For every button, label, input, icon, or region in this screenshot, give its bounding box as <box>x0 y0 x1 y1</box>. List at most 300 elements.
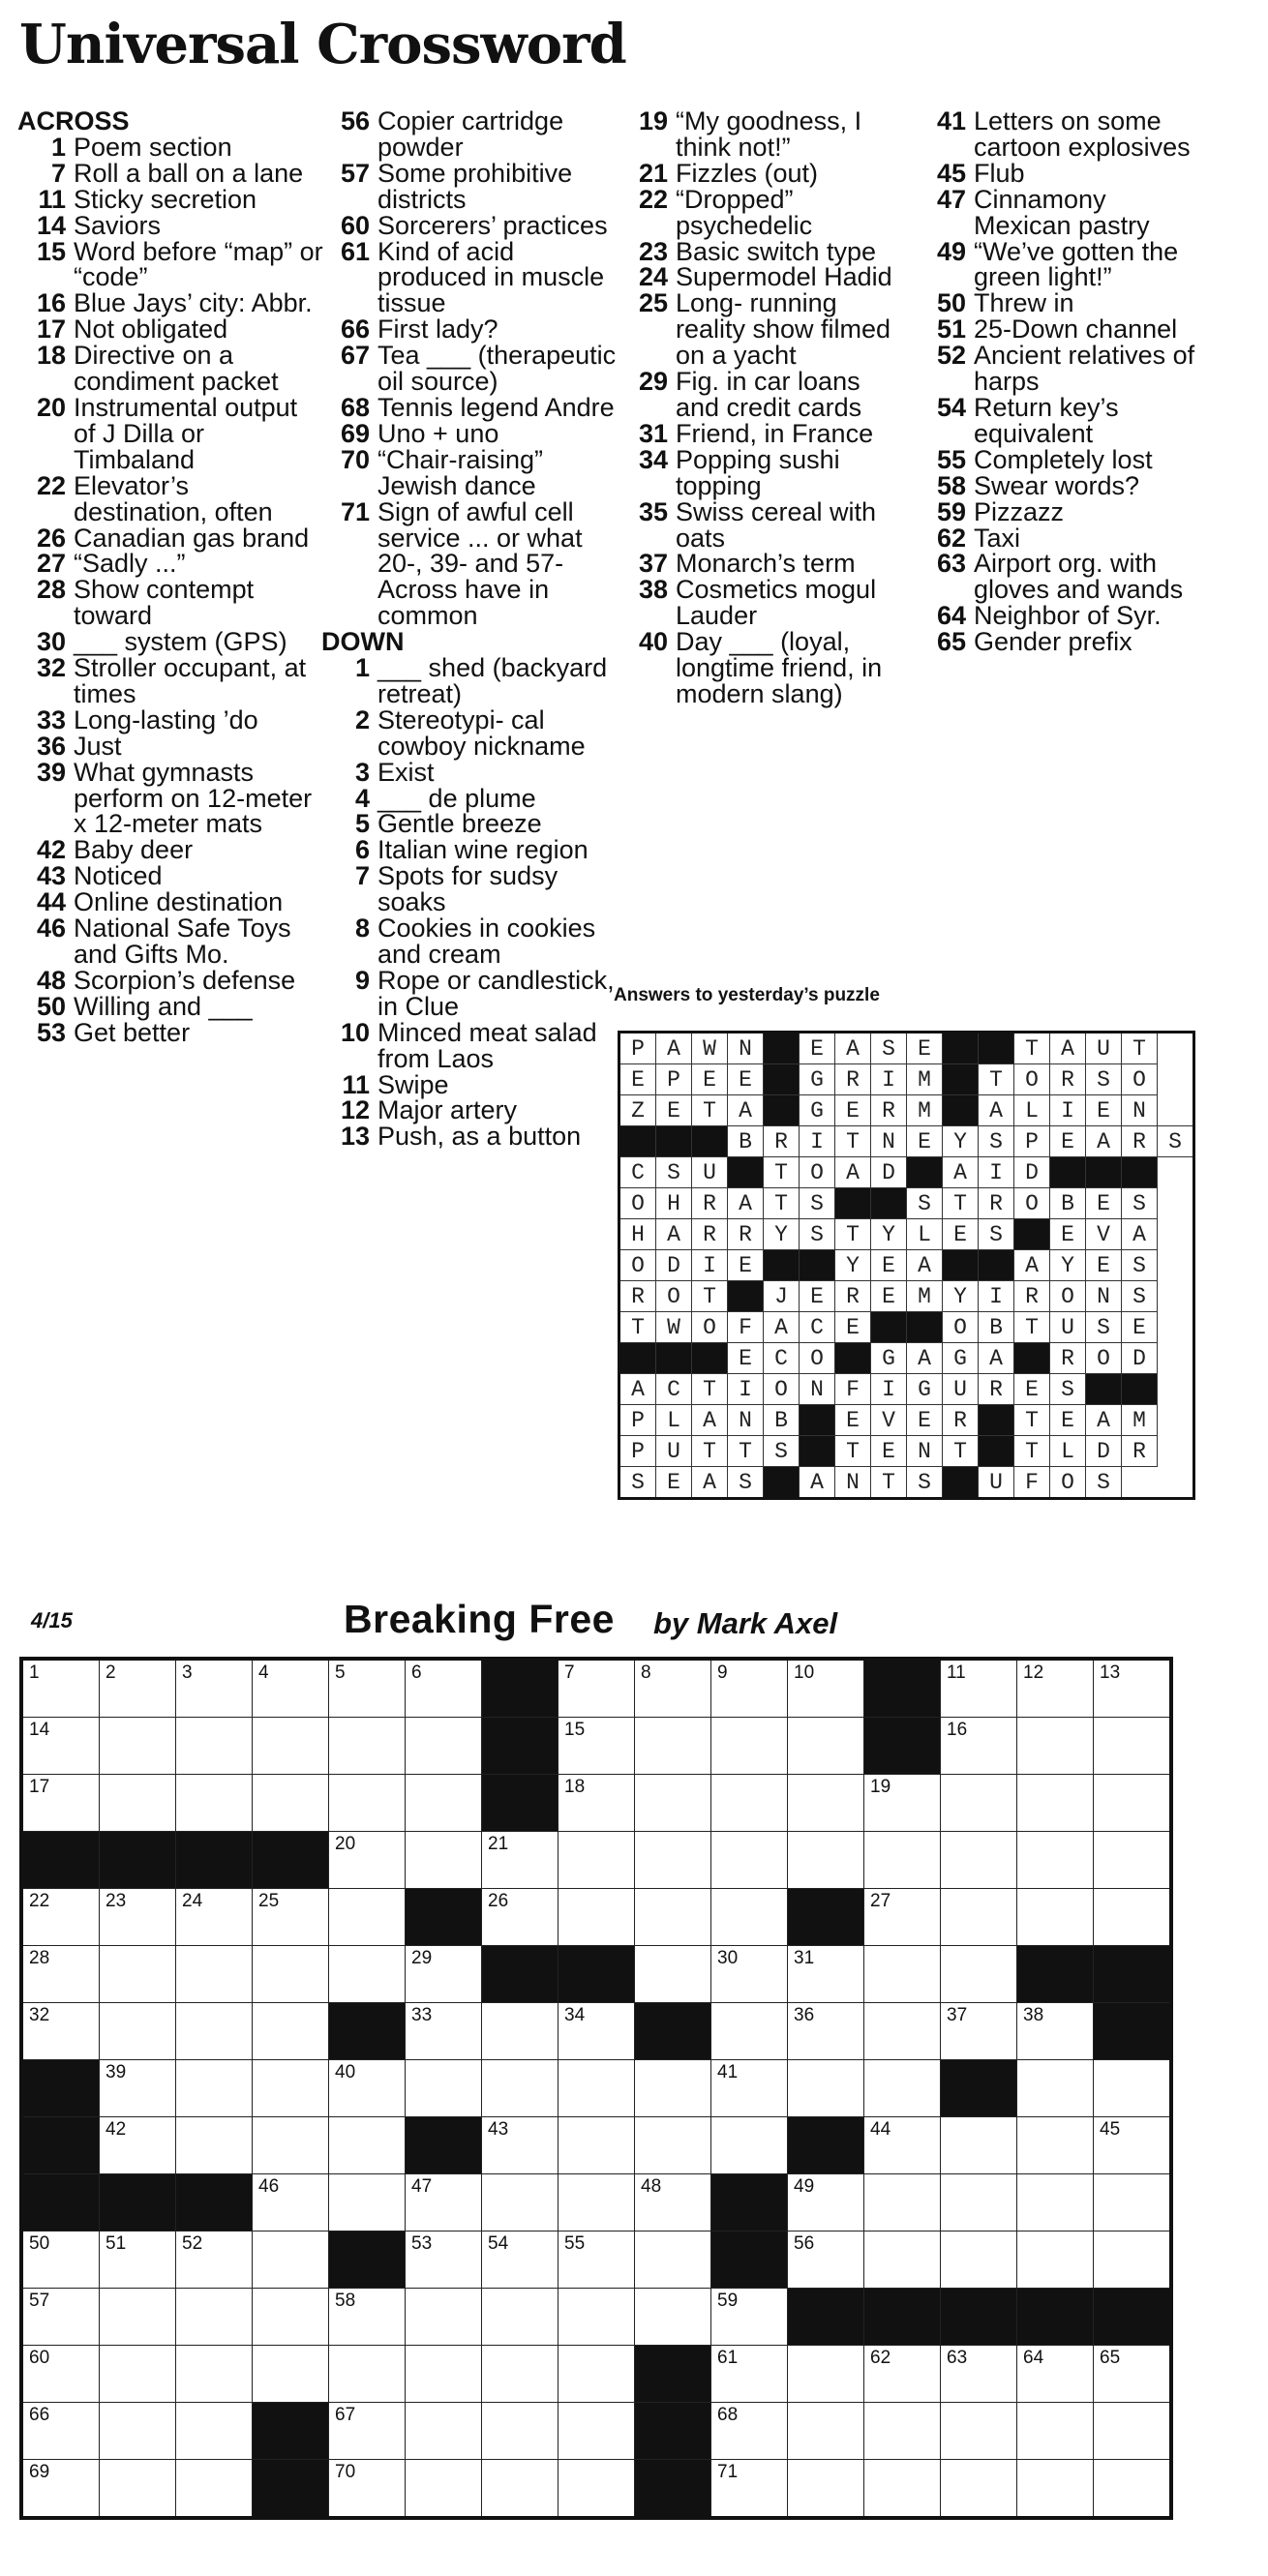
clue-number: 16 <box>36 288 66 318</box>
grid-cell[interactable] <box>941 1832 1017 1889</box>
answer-cell: T <box>1014 1405 1050 1436</box>
grid-cell[interactable] <box>482 2289 559 2346</box>
grid-cell[interactable] <box>1017 2117 1094 2174</box>
answer-cell: W <box>656 1312 692 1343</box>
answer-block <box>943 1095 979 1126</box>
answer-cell: R <box>835 1064 871 1095</box>
answer-block <box>1014 1343 1050 1374</box>
grid-cell[interactable] <box>711 1946 788 2003</box>
grid-cell[interactable] <box>253 1718 329 1775</box>
grid-cell[interactable] <box>1094 2060 1172 2117</box>
cell-number: 67 <box>335 2405 356 2425</box>
grid-cell[interactable] <box>559 2117 635 2174</box>
grid-cell[interactable] <box>329 1889 406 1946</box>
grid-cell[interactable] <box>100 1718 176 1775</box>
clue-number: 21 <box>638 158 668 188</box>
grid-cell[interactable] <box>406 2003 482 2060</box>
answer-cell: I <box>871 1374 907 1405</box>
answer-cell: S <box>1122 1281 1158 1312</box>
answer-cell: I <box>871 1064 907 1095</box>
answer-cell: T <box>692 1374 728 1405</box>
grid-cell[interactable] <box>100 2346 176 2403</box>
clue-item <box>619 290 910 369</box>
grid-cell[interactable] <box>100 1889 176 1946</box>
grid-cell[interactable] <box>559 1889 635 1946</box>
grid-cell[interactable] <box>100 2232 176 2289</box>
grid-cell[interactable] <box>176 1718 253 1775</box>
grid-cell[interactable] <box>941 1718 1017 1775</box>
grid-cell[interactable] <box>864 2403 941 2460</box>
clue-text: ___ shed (backyard retreat) <box>377 653 608 708</box>
grid-cell[interactable] <box>1094 2232 1172 2289</box>
grid-cell[interactable] <box>559 2060 635 2117</box>
clue-item <box>321 655 629 707</box>
grid-cell[interactable] <box>559 2232 635 2289</box>
grid-cell[interactable] <box>21 1718 100 1775</box>
grid-cell[interactable] <box>711 1775 788 1832</box>
cell-number: 14 <box>29 1720 50 1740</box>
grid-cell[interactable] <box>1017 2403 1094 2460</box>
grid-cell[interactable] <box>941 1889 1017 1946</box>
grid-cell[interactable] <box>788 2003 864 2060</box>
grid-cell[interactable] <box>21 1775 100 1832</box>
grid-cell[interactable] <box>559 1832 635 1889</box>
clue-number: 52 <box>936 341 966 371</box>
grid-cell[interactable] <box>864 1889 941 1946</box>
answer-cell: D <box>1014 1157 1050 1188</box>
answer-cell: V <box>1086 1219 1122 1250</box>
answer-cell: O <box>619 1188 656 1219</box>
crossword-grid[interactable] <box>19 1657 1173 2520</box>
grid-cell[interactable] <box>482 2403 559 2460</box>
cell-number: 23 <box>106 1891 127 1911</box>
grid-cell[interactable] <box>176 2346 253 2403</box>
grid-cell[interactable] <box>329 2346 406 2403</box>
clue-number: 33 <box>36 704 66 734</box>
clue-item <box>321 418 629 448</box>
clue-text: Get better <box>74 1017 191 1047</box>
cell-number: 50 <box>29 2233 50 2254</box>
answer-block <box>943 1033 979 1064</box>
grid-cell[interactable] <box>100 1946 176 2003</box>
grid-cell[interactable] <box>253 2289 329 2346</box>
grid-cell[interactable] <box>788 2060 864 2117</box>
grid-cell[interactable] <box>329 1718 406 1775</box>
clue-item <box>17 837 325 863</box>
grid-cell[interactable] <box>1017 2060 1094 2117</box>
grid-cell[interactable] <box>635 1718 711 1775</box>
clue-number: 67 <box>340 341 370 371</box>
grid-cell[interactable] <box>1017 2232 1094 2289</box>
cell-number: 58 <box>335 2291 356 2311</box>
grid-cell[interactable] <box>1094 2346 1172 2403</box>
grid-cell[interactable] <box>253 2346 329 2403</box>
clue-text: Saviors <box>74 210 162 240</box>
grid-cell[interactable] <box>864 2174 941 2232</box>
answer-cell: E <box>871 1436 907 1467</box>
grid-cell[interactable] <box>406 1832 482 1889</box>
answer-cell: N <box>728 1405 764 1436</box>
clue-text: Ancient relatives of harps <box>974 341 1195 397</box>
grid-cell[interactable] <box>482 2060 559 2117</box>
grid-cell[interactable] <box>1017 1775 1094 1832</box>
clue-item <box>17 889 325 915</box>
grid-cell[interactable] <box>253 2003 329 2060</box>
grid-cell[interactable] <box>864 1946 941 2003</box>
grid-cell[interactable] <box>482 1832 559 1889</box>
grid-cell[interactable] <box>176 2232 253 2289</box>
grid-cell[interactable] <box>176 2060 253 2117</box>
grid-cell[interactable] <box>253 2060 329 2117</box>
grid-cell[interactable] <box>788 2460 864 2519</box>
clue-text: Taxi <box>974 523 1021 553</box>
answer-cell: G <box>907 1374 943 1405</box>
grid-cell[interactable] <box>406 2346 482 2403</box>
clue-item <box>918 316 1208 343</box>
grid-cell[interactable] <box>482 2117 559 2174</box>
grid-cell[interactable] <box>788 1946 864 2003</box>
cell-number: 38 <box>1023 2005 1044 2025</box>
grid-cell[interactable] <box>406 2289 482 2346</box>
grid-cell[interactable] <box>176 1775 253 1832</box>
cell-number: 66 <box>29 2405 50 2425</box>
grid-cell[interactable] <box>329 2117 406 2174</box>
answer-block <box>764 1467 800 1499</box>
grid-cell[interactable] <box>635 1775 711 1832</box>
grid-cell[interactable] <box>253 1889 329 1946</box>
answer-cell: T <box>1014 1312 1050 1343</box>
grid-cell[interactable] <box>1017 2346 1094 2403</box>
clue-item <box>918 392 1208 448</box>
grid-cell[interactable] <box>1017 2174 1094 2232</box>
answer-cell: S <box>1122 1188 1158 1219</box>
grid-cell[interactable] <box>864 2003 941 2060</box>
clue-item <box>17 757 325 839</box>
grid-cell[interactable] <box>559 2403 635 2460</box>
grid-cell[interactable] <box>1094 2403 1172 2460</box>
clue-number: 1 <box>354 653 370 683</box>
answer-cell: F <box>728 1312 764 1343</box>
answer-cell: A <box>1086 1126 1122 1157</box>
grid-cell[interactable] <box>176 2403 253 2460</box>
grid-cell[interactable] <box>635 1659 711 1718</box>
answer-cell: O <box>1122 1064 1158 1095</box>
grid-cell[interactable] <box>788 1832 864 1889</box>
grid-cell[interactable] <box>406 1718 482 1775</box>
clue-item <box>17 965 325 995</box>
grid-cell[interactable] <box>21 1659 100 1718</box>
answer-cell: A <box>656 1219 692 1250</box>
grid-cell[interactable] <box>864 2460 941 2519</box>
grid-cell[interactable] <box>864 2232 941 2289</box>
grid-cell[interactable] <box>406 2232 482 2289</box>
grid-cell[interactable] <box>100 2289 176 2346</box>
clue-text: Sign of awful cell service ... or what 20-, 39- and 57-Across have in common <box>377 496 583 631</box>
clue-item <box>17 210 325 240</box>
grid-cell[interactable] <box>635 2232 711 2289</box>
grid-cell[interactable] <box>100 1659 176 1718</box>
grid-cell[interactable] <box>329 2060 406 2117</box>
grid-cell[interactable] <box>329 1946 406 2003</box>
answer-cell: E <box>871 1281 907 1312</box>
grid-cell[interactable] <box>482 2174 559 2232</box>
grid-cell[interactable] <box>864 2346 941 2403</box>
grid-cell[interactable] <box>21 1946 100 2003</box>
grid-cell[interactable] <box>1017 1889 1094 1946</box>
grid-cell[interactable] <box>941 2003 1017 2060</box>
answer-cell: E <box>728 1064 764 1095</box>
grid-cell[interactable] <box>559 2174 635 2232</box>
grid-cell[interactable] <box>941 2232 1017 2289</box>
puzzle-author: by Mark Axel <box>653 1606 838 1640</box>
clue-text: Spots for sudsy soaks <box>377 861 559 917</box>
grid-cell[interactable] <box>635 2060 711 2117</box>
grid-cell[interactable] <box>329 2174 406 2232</box>
grid-cell[interactable] <box>635 2289 711 2346</box>
grid-cell[interactable] <box>559 1718 635 1775</box>
grid-cell[interactable] <box>406 2174 482 2232</box>
clue-text: Airport org. with gloves and wands <box>974 549 1184 605</box>
grid-cell[interactable] <box>406 1659 482 1718</box>
grid-cell[interactable] <box>941 2117 1017 2174</box>
clue-text: Major artery <box>377 1095 518 1125</box>
grid-cell[interactable] <box>711 2117 788 2174</box>
answer-cell: Y <box>764 1219 800 1250</box>
grid-cell[interactable] <box>711 2460 788 2519</box>
grid-cell[interactable] <box>329 1775 406 1832</box>
grid-cell[interactable] <box>1017 2003 1094 2060</box>
grid-cell[interactable] <box>1094 1889 1172 1946</box>
clue-item <box>17 158 325 188</box>
answer-cell: F <box>1014 1467 1050 1499</box>
grid-cell[interactable] <box>1017 2460 1094 2519</box>
grid-cell[interactable] <box>788 1718 864 1775</box>
clue-item <box>321 1123 629 1150</box>
grid-cell[interactable] <box>1094 1718 1172 1775</box>
grid-cell[interactable] <box>635 1946 711 2003</box>
grid-cell[interactable] <box>21 2003 100 2060</box>
grid-block <box>21 1832 100 1889</box>
clue-text: Just <box>74 731 122 761</box>
grid-cell[interactable] <box>21 1889 100 1946</box>
grid-cell[interactable] <box>253 1775 329 1832</box>
answer-block <box>764 1064 800 1095</box>
grid-cell[interactable] <box>788 2232 864 2289</box>
grid-cell[interactable] <box>864 1775 941 1832</box>
cell-number: 62 <box>870 2348 891 2368</box>
grid-cell[interactable] <box>864 2060 941 2117</box>
grid-cell[interactable] <box>100 2060 176 2117</box>
answer-cell: I <box>1050 1095 1086 1126</box>
answer-cell: W <box>692 1033 728 1064</box>
grid-cell[interactable] <box>711 1718 788 1775</box>
grid-cell[interactable] <box>711 1832 788 1889</box>
grid-cell[interactable] <box>482 1889 559 1946</box>
answer-cell: P <box>619 1405 656 1436</box>
grid-cell[interactable] <box>253 1659 329 1718</box>
answer-cell: A <box>728 1188 764 1219</box>
grid-cell[interactable] <box>329 1832 406 1889</box>
clue-item <box>321 496 629 631</box>
grid-cell[interactable] <box>864 1832 941 1889</box>
grid-cell[interactable] <box>1017 1659 1094 1718</box>
grid-cell[interactable] <box>1094 2460 1172 2519</box>
grid-cell[interactable] <box>1094 2174 1172 2232</box>
grid-cell[interactable] <box>788 1659 864 1718</box>
grid-cell[interactable] <box>1017 1718 1094 1775</box>
grid-cell[interactable] <box>329 2460 406 2519</box>
grid-cell[interactable] <box>788 2346 864 2403</box>
grid-cell[interactable] <box>253 2232 329 2289</box>
grid-cell[interactable] <box>559 1775 635 1832</box>
grid-cell[interactable] <box>21 2403 100 2460</box>
answer-cell: R <box>871 1095 907 1126</box>
grid-cell[interactable] <box>21 2232 100 2289</box>
grid-cell[interactable] <box>711 1889 788 1946</box>
grid-cell[interactable] <box>941 1946 1017 2003</box>
grid-cell[interactable] <box>482 2460 559 2519</box>
grid-cell[interactable] <box>21 2460 100 2519</box>
answer-cell: E <box>1086 1250 1122 1281</box>
cell-number: 1 <box>29 1662 40 1683</box>
grid-cell[interactable] <box>176 2460 253 2519</box>
grid-cell[interactable] <box>559 2346 635 2403</box>
grid-block <box>176 2174 253 2232</box>
grid-cell[interactable] <box>1094 1775 1172 1832</box>
grid-cell[interactable] <box>941 2403 1017 2460</box>
grid-cell[interactable] <box>406 1946 482 2003</box>
grid-cell[interactable] <box>941 2174 1017 2232</box>
answer-cell: T <box>1014 1033 1050 1064</box>
grid-cell[interactable] <box>21 2289 100 2346</box>
clue-column-4 <box>918 108 1208 655</box>
grid-cell[interactable] <box>1094 1832 1172 1889</box>
answer-cell: O <box>656 1281 692 1312</box>
grid-cell[interactable] <box>176 2289 253 2346</box>
grid-cell[interactable] <box>788 1775 864 1832</box>
grid-cell[interactable] <box>253 2117 329 2174</box>
grid-cell[interactable] <box>559 2003 635 2060</box>
answer-cell: N <box>1122 1095 1158 1126</box>
grid-block <box>482 1946 559 2003</box>
grid-cell[interactable] <box>711 2003 788 2060</box>
answer-block <box>1014 1219 1050 1250</box>
answer-block <box>800 1405 835 1436</box>
answer-cell: A <box>728 1095 764 1126</box>
grid-cell[interactable] <box>100 2403 176 2460</box>
cell-number: 56 <box>794 2233 815 2254</box>
clue-text: Day ___ (loyal, longtime friend, in modern slang) <box>676 627 883 708</box>
grid-cell[interactable] <box>329 1659 406 1718</box>
grid-cell[interactable] <box>635 1889 711 1946</box>
grid-cell[interactable] <box>1094 1659 1172 1718</box>
cell-number: 33 <box>411 2005 433 2025</box>
answer-cell: A <box>692 1405 728 1436</box>
grid-cell[interactable] <box>1017 1832 1094 1889</box>
grid-cell[interactable] <box>559 2460 635 2519</box>
grid-cell[interactable] <box>21 2346 100 2403</box>
clue-text: Word before “map” or “code” <box>74 236 323 292</box>
clue-item <box>321 236 629 318</box>
grid-cell[interactable] <box>329 2403 406 2460</box>
grid-cell[interactable] <box>176 2003 253 2060</box>
answer-cell: R <box>979 1374 1014 1405</box>
grid-cell[interactable] <box>941 1775 1017 1832</box>
grid-cell[interactable] <box>482 2346 559 2403</box>
grid-cell[interactable] <box>100 2003 176 2060</box>
grid-cell[interactable] <box>176 1889 253 1946</box>
grid-cell[interactable] <box>864 2117 941 2174</box>
grid-cell[interactable] <box>482 2003 559 2060</box>
grid-cell[interactable] <box>176 1659 253 1718</box>
clue-text: Poem section <box>74 132 232 162</box>
clue-item <box>918 470 1208 500</box>
grid-cell[interactable] <box>100 2460 176 2519</box>
cell-number: 71 <box>717 2462 739 2482</box>
clue-text: Tennis legend Andre <box>377 392 615 422</box>
answer-block <box>871 1188 907 1219</box>
grid-cell[interactable] <box>176 2117 253 2174</box>
clue-text: National Safe Toys and Gifts Mo. <box>74 914 291 969</box>
answer-cell: E <box>692 1064 728 1095</box>
grid-cell[interactable] <box>253 1946 329 2003</box>
clue-number: 17 <box>36 315 66 344</box>
grid-cell[interactable] <box>941 2460 1017 2519</box>
answer-cell: R <box>764 1126 800 1157</box>
clue-text: First lady? <box>377 315 498 344</box>
grid-cell[interactable] <box>559 2289 635 2346</box>
answer-cell: Y <box>943 1281 979 1312</box>
grid-cell[interactable] <box>711 2403 788 2460</box>
answer-block <box>979 1250 1014 1281</box>
answer-cell: A <box>979 1095 1014 1126</box>
grid-block <box>253 2403 329 2460</box>
grid-cell[interactable] <box>100 1775 176 1832</box>
grid-cell[interactable] <box>253 2174 329 2232</box>
grid-cell[interactable] <box>635 2117 711 2174</box>
answer-cell: E <box>656 1467 692 1499</box>
grid-cell[interactable] <box>329 2289 406 2346</box>
grid-block <box>100 1832 176 1889</box>
answer-cell: E <box>943 1219 979 1250</box>
grid-cell[interactable] <box>788 2403 864 2460</box>
grid-cell[interactable] <box>788 2174 864 2232</box>
answer-block <box>619 1126 656 1157</box>
grid-cell[interactable] <box>406 1775 482 1832</box>
grid-cell[interactable] <box>176 1946 253 2003</box>
grid-cell[interactable] <box>941 1659 1017 1718</box>
answer-cell: E <box>835 1095 871 1126</box>
grid-cell[interactable] <box>711 2060 788 2117</box>
clue-number: 68 <box>340 392 370 422</box>
grid-cell[interactable] <box>406 2403 482 2460</box>
grid-cell[interactable] <box>406 2060 482 2117</box>
clue-number: 39 <box>36 757 66 787</box>
grid-cell[interactable] <box>1094 2117 1172 2174</box>
grid-cell[interactable] <box>711 2289 788 2346</box>
cell-number: 61 <box>717 2348 739 2368</box>
grid-cell[interactable] <box>635 2174 711 2232</box>
grid-cell[interactable] <box>711 1659 788 1718</box>
grid-cell[interactable] <box>941 2346 1017 2403</box>
answer-cell: O <box>1014 1064 1050 1095</box>
grid-cell[interactable] <box>100 2117 176 2174</box>
grid-cell[interactable] <box>711 2346 788 2403</box>
grid-cell[interactable] <box>406 2460 482 2519</box>
grid-cell[interactable] <box>482 2232 559 2289</box>
grid-cell[interactable] <box>559 1659 635 1718</box>
grid-cell[interactable] <box>635 1832 711 1889</box>
